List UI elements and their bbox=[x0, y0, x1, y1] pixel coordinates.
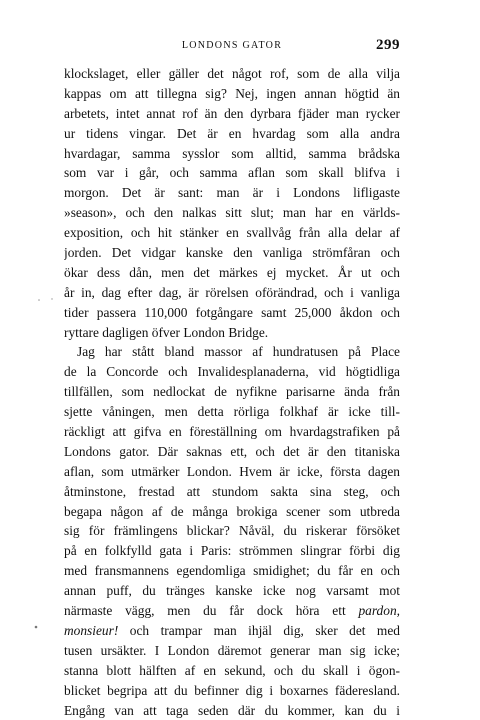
text-line: jorden. Det vidgar kanske den vanliga strömfåran och bbox=[64, 243, 400, 263]
text-line: hvardagar, samma sysslor som alltid, samma brådska bbox=[64, 144, 400, 164]
text-line: ryttare dagligen öfver London Bridge. bbox=[64, 323, 400, 343]
text-line: Engång van att taga seden där du kommer, kan du i bbox=[64, 701, 400, 720]
text-line: ökar dess dån, men det märkes ej mycket. År ut och bbox=[64, 263, 400, 283]
text-line: exposition, och hit stänker en svallvåg från alla delar af bbox=[64, 223, 400, 243]
text-line: på en folkfylld gata i Paris: strömmen slingrar förbi dig bbox=[64, 541, 400, 561]
text-line: närmaste vägg, men du får dock höra ett pardon, bbox=[64, 601, 400, 621]
text-line: begapa någon af de många brokiga scener som utbreda bbox=[64, 502, 400, 522]
text-line: Londons gator. Där saknas ett, och det är den titaniska bbox=[64, 442, 400, 462]
text-line: som var i går, och samma aflan som skall blifva i bbox=[64, 163, 400, 183]
ink-speck bbox=[51, 298, 52, 299]
text-line: ur tidens vingar. Det är en hvardag som alla andra bbox=[64, 124, 400, 144]
text-line: år in, dag efter dag, är rörelsen oförändrad, och i vanliga bbox=[64, 283, 400, 303]
text-line: arbetets, intet annat rof än den dyrbara fjäder man rycker bbox=[64, 104, 400, 124]
text-line: »season», och den nalkas sitt slut; man har en världs- bbox=[64, 203, 400, 223]
text-line: annan puff, du tränges kanske icke nog varsamt mot bbox=[64, 581, 400, 601]
text-line: blicket begripa att du befinner dig i boxarnes fäderesland. bbox=[64, 681, 400, 701]
text-line: Jag har stått bland massor af hundratusen på Place bbox=[64, 342, 400, 362]
text-line: med fransmannens egendomliga smidighet; du får en och bbox=[64, 561, 400, 581]
text-line: tillfällen, som nedlockat de nyfikne parisarne ända från bbox=[64, 382, 400, 402]
text-line: räckligt att gifva en föreställning om hvardagstrafiken på bbox=[64, 422, 400, 442]
text-line: klockslaget, eller gäller det något rof, som de alla vilja bbox=[64, 64, 400, 84]
text-line: tusen ursäkter. I London däremot generar man sig icke; bbox=[64, 641, 400, 661]
text-line: de la Concorde och Invalidesplanaderna, vid högtidliga bbox=[64, 362, 400, 382]
text-line: morgon. Det är sant: man är i Londons lifligaste bbox=[64, 183, 400, 203]
text-line: kappas om att tillegna sig? Nej, ingen annan högtid än bbox=[64, 84, 400, 104]
ink-speck bbox=[35, 626, 38, 629]
text-line: sjette våningen, men detta rörliga folkhaf är icke till- bbox=[64, 402, 400, 422]
running-title: LONDONS GATOR bbox=[64, 40, 400, 51]
text-line: stanna blott hälften af en sekund, och du skall i ögon- bbox=[64, 661, 400, 681]
text-line: åtminstone, frestad att stundom sakta sina steg, och bbox=[64, 482, 400, 502]
page-number: 299 bbox=[376, 37, 400, 54]
text-line: aflan, som utmärker London. Hvem är icke, första dagen bbox=[64, 462, 400, 482]
ink-speck bbox=[38, 299, 40, 301]
text-line: sig för främlingens blickar? Nåväl, du riskerar försöket bbox=[64, 521, 400, 541]
text-line: monsieur! och trampar man ihjäl dig, sker det med bbox=[64, 621, 400, 641]
text-line: tider passera 110,000 fotgångare samt 25,000 åkdon och bbox=[64, 303, 400, 323]
